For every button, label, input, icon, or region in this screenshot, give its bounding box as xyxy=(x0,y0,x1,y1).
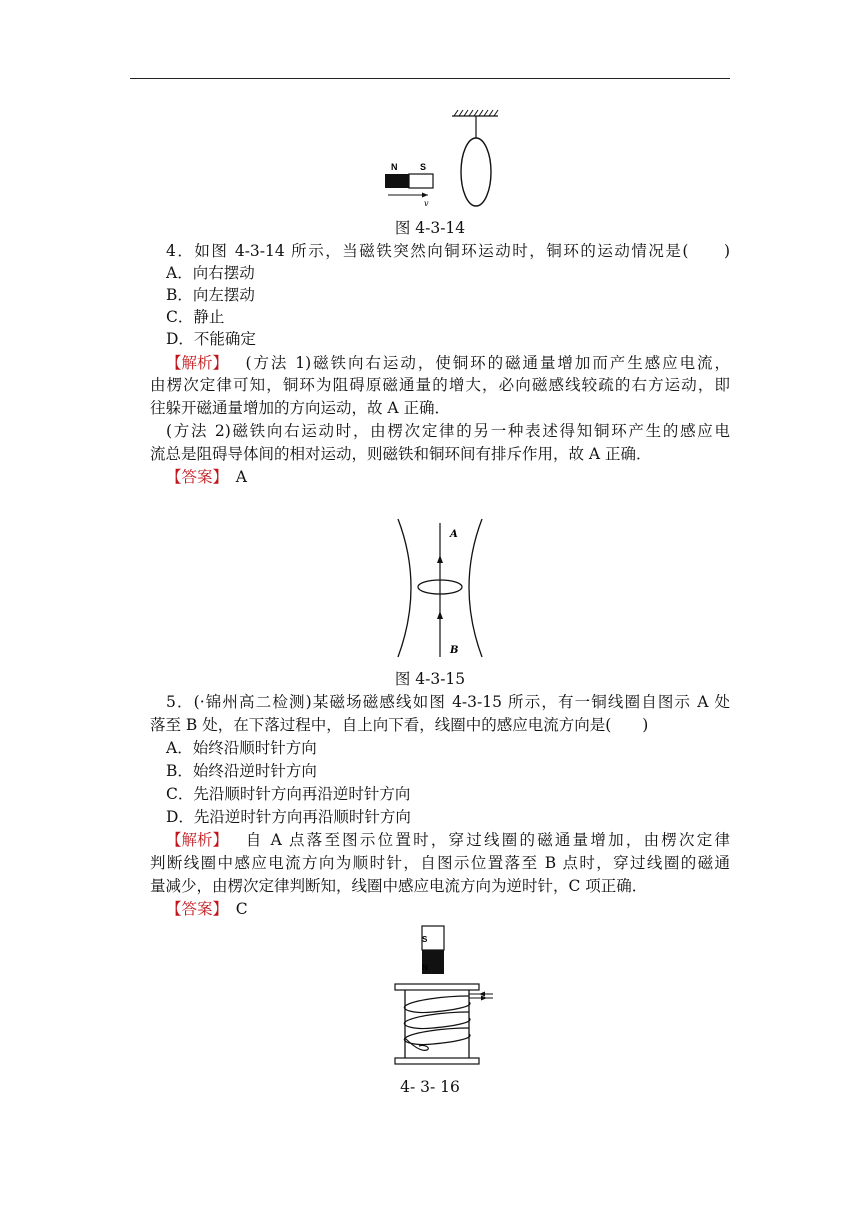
figure-4-3-14-caption: 图 4-3-14 xyxy=(394,219,466,237)
magnet-n-label: N xyxy=(391,162,398,172)
q4-answer-value: A xyxy=(220,468,247,486)
q4-option-d: D．不能确定 xyxy=(166,330,256,348)
q5-stem-line-1: 5．(·锦州高二检测)某磁场磁感线如图 4-3-15 所示，有一铜线圈自图示 A 处 xyxy=(166,693,730,711)
figure-4-3-15-caption: 图 4-3-15 xyxy=(394,670,466,688)
q5-analysis-tag: 【解析】 xyxy=(166,831,229,849)
q4-analysis-tag: 【解析】 xyxy=(166,354,229,372)
q5-answer-value: C xyxy=(220,900,248,918)
magnet-n-label: N xyxy=(422,963,428,972)
q4-analysis-first-line xyxy=(166,352,730,374)
q4-option-a: A．向右摆动 xyxy=(166,264,255,282)
q4-option-c: C．静止 xyxy=(166,308,225,326)
q5-analysis-line-1: 自 A 点落至图示位置时，穿过线圈的磁通量增加，由楞次定律 xyxy=(228,831,730,849)
q4-stem: 4．如图 4-3-14 所示，当磁铁突然向铜环运动时，铜环的运动情况是( ) xyxy=(166,242,730,260)
q5-option-a: A．始终沿顺时针方向 xyxy=(166,739,317,757)
q4-option-b: B．向左摆动 xyxy=(166,286,255,304)
q4-analysis-line-5: 流总是阻碍导体间的相对运动，则磁铁和铜环间有排斥作用，故 A 正确． xyxy=(150,445,652,463)
magnet-s-label: S xyxy=(420,162,427,172)
q5-option-c: C．先沿顺时针方向再沿逆时针方向 xyxy=(166,785,411,803)
figure-4-3-14 xyxy=(370,108,520,208)
q4-answer-tag: 【答案】 xyxy=(166,468,221,486)
velocity-label: v xyxy=(424,199,429,208)
q5-analysis-line-2: 判断线圈中感应电流方向为顺时针，自图示位置落至 B 点时，穿过线圈的磁通 xyxy=(150,854,730,872)
q4-analysis-line-1: (方法 1)磁铁向右运动，使铜环的磁通量增加而产生感应电流， xyxy=(228,354,730,372)
q5-answer-tag: 【答案】 xyxy=(166,900,221,918)
q5-option-d: D．先沿逆时针方向再沿顺时针方向 xyxy=(166,808,411,826)
header-rule xyxy=(130,78,730,79)
q4-analysis-line-3: 往躲开磁通量增加的方向运动，故 A 正确． xyxy=(150,399,451,417)
magnet-s-label: S xyxy=(422,935,428,944)
figure-4-3-16 xyxy=(385,922,495,1072)
q4-analysis-line-4: (方法 2)磁铁向右运动时，由楞次定律的另一种表述得知铜环产生的感应电 xyxy=(166,422,730,440)
q5-stem-line-2: 落至 B 处，在下落过程中，自上向下看，线圈中的感应电流方向是( ) xyxy=(150,716,649,734)
q4-analysis-line-2: 由楞次定律可知，铜环为阻碍原磁通量的增大，必向磁感线较疏的右方运动，即 xyxy=(150,376,730,394)
figure-4-3-15 xyxy=(380,515,500,665)
point-a-label: A xyxy=(450,529,458,540)
q5-analysis-line-3: 量减少，由楞次定律判断知，线圈中感应电流方向为逆时针，C 项正确． xyxy=(150,877,648,895)
q5-answer xyxy=(166,898,248,920)
q5-analysis-first-line xyxy=(166,829,730,851)
point-b-label: B xyxy=(450,645,459,656)
q4-answer xyxy=(166,466,247,488)
q5-option-b: B．始终沿逆时针方向 xyxy=(166,762,317,780)
figure-4-3-16-caption: 4- 3- 16 xyxy=(400,1078,460,1096)
